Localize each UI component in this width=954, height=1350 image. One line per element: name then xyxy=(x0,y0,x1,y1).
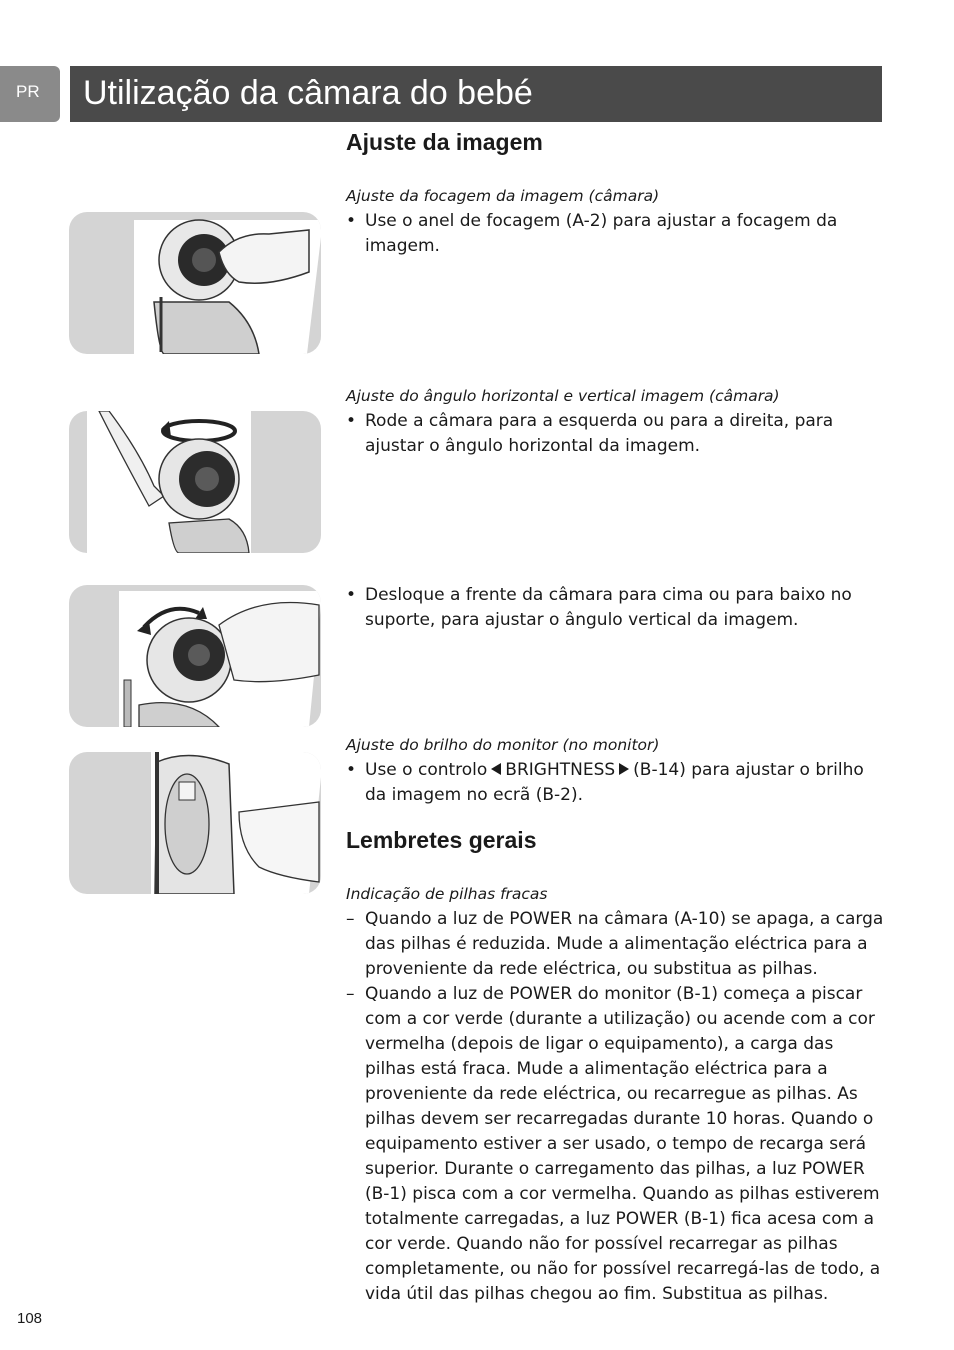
dash-mark: – xyxy=(346,909,355,929)
brightness-adjustment-block xyxy=(346,734,886,808)
brightness-text-before: Use o controlo xyxy=(365,760,488,780)
list-item xyxy=(346,907,886,982)
battery-subtitle: Indicação de pilhas fracas xyxy=(346,885,548,903)
focus-adjustment-block xyxy=(346,185,886,259)
illustration-monitor-brightness xyxy=(69,752,321,894)
brightness-subtitle: Ajuste do brilho do monitor (no monitor) xyxy=(346,736,660,754)
angle-text: Rode a câmara para a esquerda ou para a direita, para ajustar o ângulo horizontal da imagem. xyxy=(365,411,834,456)
illustration-vertical-tilt xyxy=(69,585,321,727)
angle-subtitle: Ajuste do ângulo horizontal e vertical imagem (câmara) xyxy=(346,387,780,405)
bullet: • xyxy=(346,585,357,605)
vertical-bullet-item xyxy=(346,583,886,633)
brightness-text-after: (B-14) para ajustar o brilho da imagem no ecrã (B-2). xyxy=(365,760,864,805)
focus-text: Use o anel de focagem (A-2) para ajustar a focagem da imagem. xyxy=(365,211,838,256)
illustration-horizontal-rotation xyxy=(69,411,321,553)
list-item-text: Quando a luz de POWER na câmara (A-10) se apaga, a carga das pilhas é reduzida. Mude a alimentação eléctrica para a proveniente da rede eléctrica, ou substitua as pilhas. xyxy=(365,909,884,979)
dash-mark: – xyxy=(346,984,355,1004)
section-heading-image-adjustment: Ajuste da imagem xyxy=(346,129,543,155)
angle-bullet-item xyxy=(346,409,886,459)
page-number: 108 xyxy=(17,1310,43,1327)
vertical-adjustment-block xyxy=(346,583,886,633)
angle-adjustment-block xyxy=(346,385,886,459)
brightness-control-label: BRIGHTNESS xyxy=(505,760,616,780)
bullet: • xyxy=(346,760,357,780)
battery-reminders-block xyxy=(346,883,886,1307)
bullet: • xyxy=(346,211,357,231)
focus-bullet-item xyxy=(346,209,886,259)
focus-subtitle: Ajuste da focagem da imagem (câmara) xyxy=(346,187,660,205)
list-item xyxy=(346,982,886,1307)
language-tab: PR xyxy=(0,66,60,122)
list-item-text: Quando a luz de POWER do monitor (B-1) começa a piscar com a cor verde (durante a utilização) ou acende com a cor vermelha (depois de ligar o equipamento), a carga das pilhas está fraca. Mude a alimentação eléctrica para a proveniente da rede eléctrica, ou recarregue as pilhas. As pilhas devem ser recarregadas durante 10 horas. Quando o equipamento estiver a ser usado, o tempo de recarga será superior. Durante o carregamento das pilhas, a luz POWER (B-1) pisca com a cor vermelha. Quando as pilhas estiverem totalmente carregadas, a luz POWER (B-1) fica acesa com a cor verde. Quando não for possível recarregar as pilhas completamente, ou não for possível recarregá-las de todo, a vida útil das pilhas chegou ao fim. Substitua as pilhas. xyxy=(365,984,881,1304)
triangle-left-icon xyxy=(491,763,501,775)
section-heading-general-reminders: Lembretes gerais xyxy=(346,827,537,853)
triangle-right-icon xyxy=(619,763,629,775)
bullet: • xyxy=(346,411,357,431)
illustration-focus-ring xyxy=(69,212,321,354)
brightness-bullet-item xyxy=(346,758,886,808)
page-title: Utilização da câmara do bebé xyxy=(70,66,882,122)
vertical-text: Desloque a frente da câmara para cima ou para baixo no suporte, para ajustar o ângulo vertical da imagem. xyxy=(365,585,852,630)
